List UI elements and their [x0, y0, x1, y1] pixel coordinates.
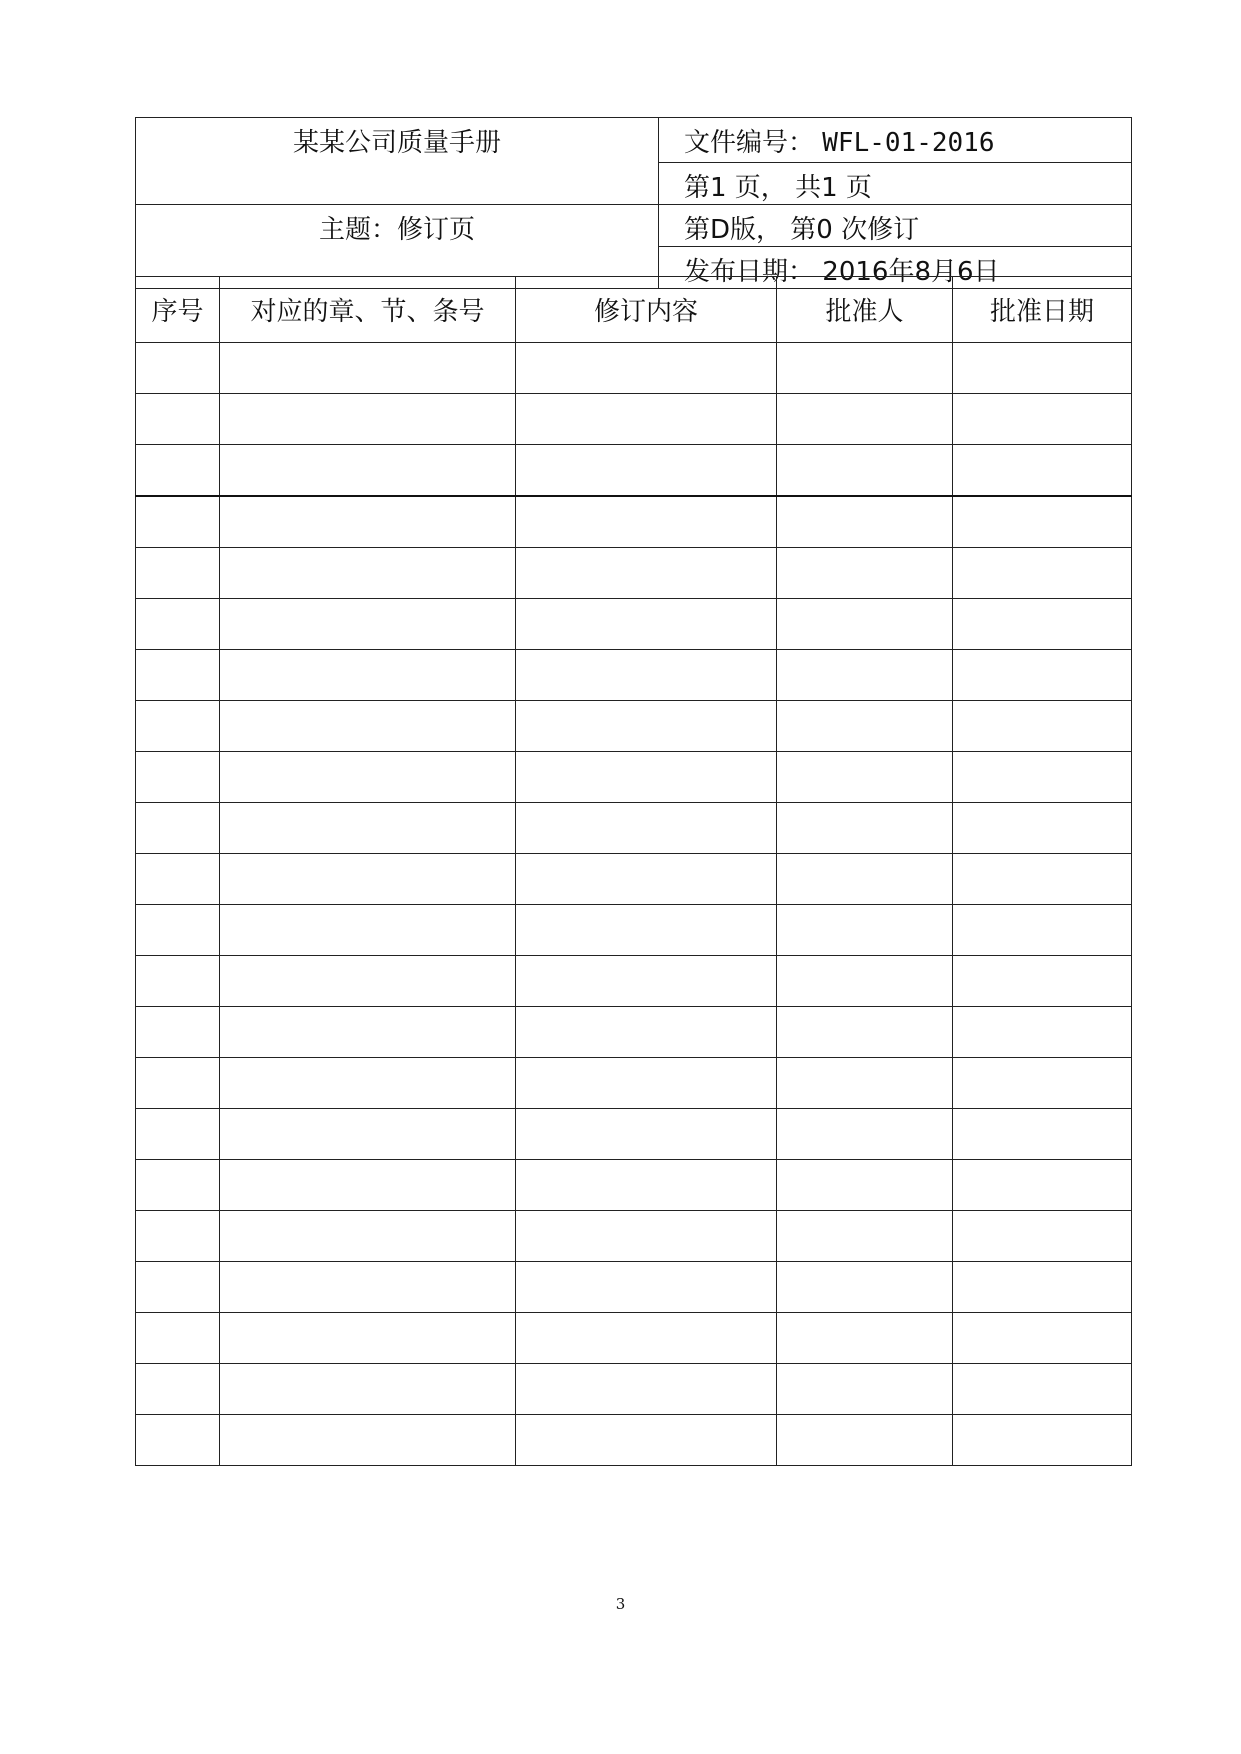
table-row — [136, 854, 1132, 905]
cell-approval-date — [953, 650, 1132, 701]
cell-content — [516, 1415, 777, 1466]
cell-serial — [136, 548, 220, 599]
cell-content — [516, 956, 777, 1007]
table-row — [136, 445, 1132, 497]
cell-approver — [777, 1364, 953, 1415]
cell-content — [516, 496, 777, 548]
cell-approval-date — [953, 1109, 1132, 1160]
version-text: 第D版， 第0 次修订 — [684, 215, 920, 245]
cell-approver — [777, 394, 953, 445]
cell-content — [516, 548, 777, 599]
cell-content — [516, 1262, 777, 1313]
cell-serial — [136, 854, 220, 905]
cell-approval-date — [953, 599, 1132, 650]
cell-clause — [220, 956, 516, 1007]
page-number: 3 — [615, 1595, 626, 1613]
cell-content — [516, 752, 777, 803]
table-row — [136, 650, 1132, 701]
cell-serial — [136, 445, 220, 497]
table-row — [136, 1313, 1132, 1364]
cell-serial — [136, 394, 220, 445]
cell-serial — [136, 905, 220, 956]
cell-clause — [220, 854, 516, 905]
cell-clause — [220, 905, 516, 956]
cell-clause — [220, 548, 516, 599]
release-date-label: 发布日期： — [684, 257, 815, 287]
table-row — [136, 1415, 1132, 1466]
cell-approval-date — [953, 394, 1132, 445]
cell-approval-date — [953, 1211, 1132, 1262]
table-row — [136, 752, 1132, 803]
cell-serial — [136, 1262, 220, 1313]
cell-serial — [136, 1109, 220, 1160]
company-manual-title — [136, 118, 659, 205]
cell-serial — [136, 496, 220, 548]
cell-approval-date — [953, 1313, 1132, 1364]
cell-approval-date — [953, 752, 1132, 803]
revision-table-header — [136, 277, 1132, 343]
cell-content — [516, 394, 777, 445]
cell-approver — [777, 1313, 953, 1364]
cell-serial — [136, 1211, 220, 1262]
table-row — [136, 394, 1132, 445]
cell-clause — [220, 1262, 516, 1313]
cell-clause — [220, 1160, 516, 1211]
cell-serial — [136, 701, 220, 752]
cell-serial — [136, 752, 220, 803]
table-row — [136, 1211, 1132, 1262]
table-row — [136, 803, 1132, 854]
cell-approval-date — [953, 1262, 1132, 1313]
cell-content — [516, 1058, 777, 1109]
cell-serial — [136, 1160, 220, 1211]
cell-clause — [220, 701, 516, 752]
table-row — [136, 599, 1132, 650]
cell-content — [516, 1109, 777, 1160]
file-number-value: WFL-01-2016 — [822, 128, 995, 158]
cell-clause — [220, 445, 516, 497]
cell-approval-date — [953, 803, 1132, 854]
cell-serial — [136, 599, 220, 650]
cell-content — [516, 1160, 777, 1211]
table-row — [136, 496, 1132, 548]
file-number-label: 文件编号： — [684, 128, 815, 158]
document-header-table — [135, 117, 1132, 289]
company-manual-text: 某某公司质量手册 — [292, 128, 501, 158]
cell-approver — [777, 1211, 953, 1262]
cell-approver — [777, 803, 953, 854]
cell-clause — [220, 752, 516, 803]
cell-content — [516, 905, 777, 956]
cell-approver — [777, 599, 953, 650]
cell-approver — [777, 445, 953, 497]
cell-approval-date — [953, 956, 1132, 1007]
cell-content — [516, 854, 777, 905]
cell-clause — [220, 1058, 516, 1109]
table-row — [136, 701, 1132, 752]
table-row — [136, 1109, 1132, 1160]
cell-approver — [777, 905, 953, 956]
cell-serial — [136, 956, 220, 1007]
cell-serial — [136, 343, 220, 394]
cell-approver — [777, 854, 953, 905]
cell-clause — [220, 1007, 516, 1058]
table-row — [136, 1160, 1132, 1211]
cell-approver — [777, 956, 953, 1007]
cell-approval-date — [953, 1364, 1132, 1415]
table-row — [136, 1058, 1132, 1109]
cell-approver — [777, 1109, 953, 1160]
column-header-serial: 序号 — [136, 277, 220, 343]
cell-approval-date — [953, 1160, 1132, 1211]
revision-table-body — [136, 343, 1132, 1466]
column-header-approval-date: 批准日期 — [953, 277, 1132, 343]
cell-serial — [136, 650, 220, 701]
cell-approval-date — [953, 1058, 1132, 1109]
cell-approver — [777, 1262, 953, 1313]
cell-content — [516, 1007, 777, 1058]
table-row — [136, 905, 1132, 956]
cell-approval-date — [953, 343, 1132, 394]
cell-approval-date — [953, 1415, 1132, 1466]
cell-approver — [777, 1058, 953, 1109]
table-row — [136, 1364, 1132, 1415]
cell-content — [516, 599, 777, 650]
cell-approver — [777, 701, 953, 752]
cell-serial — [136, 803, 220, 854]
cell-content — [516, 445, 777, 497]
cell-content — [516, 803, 777, 854]
cell-approver — [777, 1160, 953, 1211]
cell-serial — [136, 1364, 220, 1415]
cell-serial — [136, 1313, 220, 1364]
release-date-value: 2016年8月6日 — [822, 257, 1000, 287]
file-number-cell — [659, 118, 1132, 163]
cell-approver — [777, 752, 953, 803]
cell-approval-date — [953, 905, 1132, 956]
cell-content — [516, 701, 777, 752]
cell-approver — [777, 1007, 953, 1058]
column-header-clause: 对应的章、节、条号 — [220, 277, 516, 343]
cell-content — [516, 343, 777, 394]
page-info-text: 第1 页， 共1 页 — [684, 173, 872, 203]
cell-clause — [220, 803, 516, 854]
cell-approval-date — [953, 854, 1132, 905]
cell-clause — [220, 1109, 516, 1160]
version-cell — [659, 205, 1132, 247]
cell-content — [516, 1364, 777, 1415]
cell-clause — [220, 394, 516, 445]
cell-content — [516, 1211, 777, 1262]
revision-table — [135, 276, 1132, 1466]
cell-content — [516, 1313, 777, 1364]
cell-clause — [220, 1211, 516, 1262]
cell-approval-date — [953, 701, 1132, 752]
cell-clause — [220, 343, 516, 394]
cell-approval-date — [953, 496, 1132, 548]
cell-approval-date — [953, 1007, 1132, 1058]
cell-clause — [220, 599, 516, 650]
table-row — [136, 343, 1132, 394]
cell-clause — [220, 1364, 516, 1415]
cell-serial — [136, 1058, 220, 1109]
cell-approver — [777, 496, 953, 548]
table-row — [136, 1007, 1132, 1058]
cell-approver — [777, 343, 953, 394]
cell-approval-date — [953, 548, 1132, 599]
table-row — [136, 956, 1132, 1007]
cell-clause — [220, 650, 516, 701]
cell-clause — [220, 1415, 516, 1466]
cell-approver — [777, 1415, 953, 1466]
cell-approver — [777, 650, 953, 701]
cell-clause — [220, 496, 516, 548]
column-header-content: 修订内容 — [516, 277, 777, 343]
cell-approver — [777, 548, 953, 599]
cell-serial — [136, 1415, 220, 1466]
table-row — [136, 1262, 1132, 1313]
cell-content — [516, 650, 777, 701]
topic-text: 主题：修订页 — [318, 215, 475, 245]
page-info-cell — [659, 163, 1132, 205]
cell-approval-date — [953, 445, 1132, 497]
cell-clause — [220, 1313, 516, 1364]
column-header-approver: 批准人 — [777, 277, 953, 343]
table-row — [136, 548, 1132, 599]
cell-serial — [136, 1007, 220, 1058]
